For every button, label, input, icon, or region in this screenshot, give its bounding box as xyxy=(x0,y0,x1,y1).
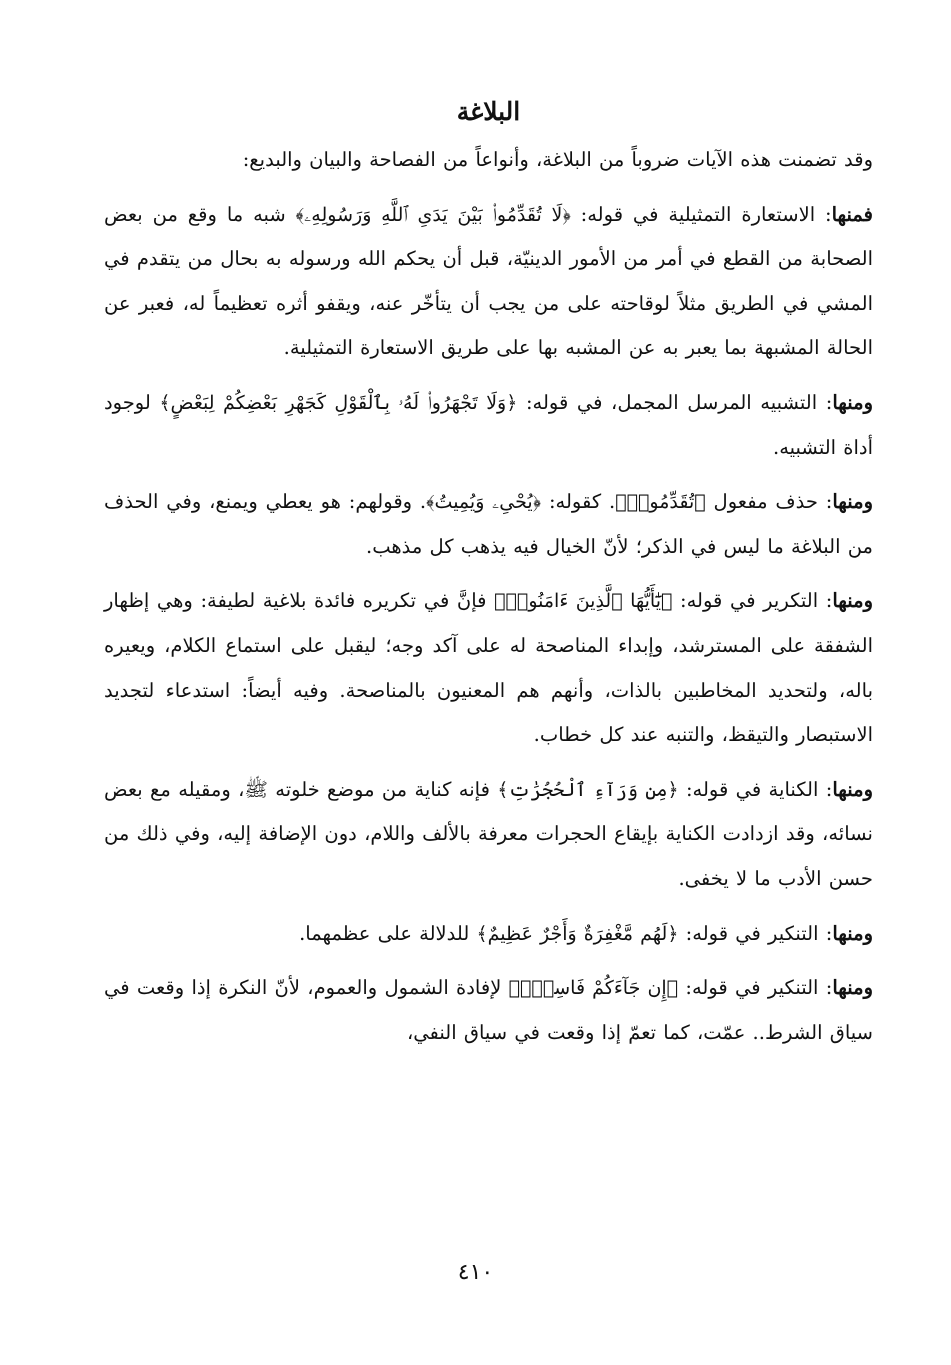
section-lead: ومنها xyxy=(832,490,873,514)
section-text: لإفادة الشمول والعموم، لأنّ النكرة إذا وقعت في سياق الشرط.. عمّت، كما تعمّ إذا وقعت في سياق النفي، xyxy=(104,976,873,1044)
section-ellipsis xyxy=(104,480,873,569)
quran-verse: ﴿مِن وَرَآءِ ٱلْحُجُرَٰتِ﴾ xyxy=(497,778,679,801)
section-text: لوجود أداة التشبيه. xyxy=(104,390,873,459)
section-text: : الكناية في قوله: xyxy=(678,777,833,801)
section-indefiniteness-1 xyxy=(104,912,873,957)
quran-verse: ﴿يَٰٓأَيُّهَا ٱلَّذِينَ ءَامَنُوا۟﴾ xyxy=(494,590,673,613)
section-text: : حذف مفعول xyxy=(705,490,833,514)
section-simile xyxy=(104,381,873,470)
section-metonymy xyxy=(104,768,873,902)
section-lead: ومنها xyxy=(832,921,873,945)
section-text: شبه ما وقع من بعض الصحابة من القطع في أمر من الأمور الدينيّة، قبل أن يحكم الله ورسوله به بحال من يتقدم في المشي في الطريق مثلاً لوقاحته على من يجب أن يتأخّر عنه، ويقفو أثره تعظيماً له، فعبر عن الحالة المشبهة بما يعبر به عن المشبه بها على طريق الاستعارة التمثيلية. xyxy=(104,202,873,360)
section-lead: ومنها xyxy=(832,777,873,801)
section-text: فإنه كناية من موضع خلوته ﷺ، ومقيله مع بعض نسائه، وقد ازدادت الكناية بإيقاع الحجرات معرفة بالألف واللام، دون الإضافة إليه، وفي ذلك من حسن الأدب ما لا يخفى. xyxy=(104,777,873,890)
section-text: للدلالة على عظمهما. xyxy=(299,921,477,945)
quran-verse: ﴿إِن جَآءَكُمْ فَاسِقٌۢ﴾ xyxy=(508,977,679,1000)
section-text: . وقولهم: هو يعطي ويمنع، وفي الحذف من البلاغة ما ليس في الذكر؛ لأنّ الخيال فيه يذهب كل مذهب. xyxy=(104,490,873,558)
section-indefiniteness-2 xyxy=(104,966,873,1055)
section-lead: ومنها xyxy=(832,976,874,1000)
section-text: : التكرير في قوله: xyxy=(672,589,833,613)
quran-verse: ﴿تُقَدِّمُوا۟﴾ xyxy=(615,491,706,514)
section-text: : التشبيه المرسل المجمل، في قوله: xyxy=(517,390,833,414)
quran-verse: ﴿لَهُم مَّغْفِرَةٌ وَأَجْرٌ عَظِيمٌ﴾ xyxy=(476,922,679,945)
section-text: : التنكير في قوله: xyxy=(678,921,833,945)
page-title: البلاغة xyxy=(456,97,521,126)
section-lead: فمنها xyxy=(831,202,873,226)
quran-verse: ﴿لَا تُقَدِّمُوا۟ بَيْنَ يَدَىِ ٱللَّهِ وَرَسُولِهِۦ﴾ xyxy=(295,203,571,226)
quran-verse: ﴿وَلَا تَجْهَرُوا۟ لَهُۥ بِٱلْقَوْلِ كَجَهْرِ بَعْضِكُمْ لِبَعْضٍ﴾ xyxy=(159,391,518,414)
section-text: : التنكير في قوله: xyxy=(678,976,833,1000)
section-text: : الاستعارة التمثيلية في قوله: xyxy=(570,202,832,226)
intro-paragraph: وقد تضمنت هذه الآيات ضروباً من البلاغة، وأنواعاً من الفصاحة والبيان والبديع: xyxy=(242,148,873,171)
section-lead: ومنها xyxy=(832,589,873,613)
section-text: . كقوله: xyxy=(541,490,616,514)
section-repetition xyxy=(104,579,873,757)
page-number: ٤١٠ xyxy=(457,1260,494,1285)
section-lead: ومنها xyxy=(832,390,873,414)
section-text: فإنَّ في تكريره فائدة بلاغية لطيفة: وهي إظهار الشفقة على المسترشد، وإبداء المناصحة له على آكد وجه؛ ليقبل على استماع الكلام، ويعيره باله، ولتحديد المخاطبين بالذات، وأنهم هم المعنيون بالمناصحة. وفيه أيضاً: استدعاء لتجديد الاستبصار والتيقظ، والتنبه عند كل خطاب. xyxy=(104,589,873,747)
section-metaphor xyxy=(104,193,873,371)
quran-verse: ﴿يُحْىِۦ وَيُمِيتُ﴾ xyxy=(426,491,542,514)
